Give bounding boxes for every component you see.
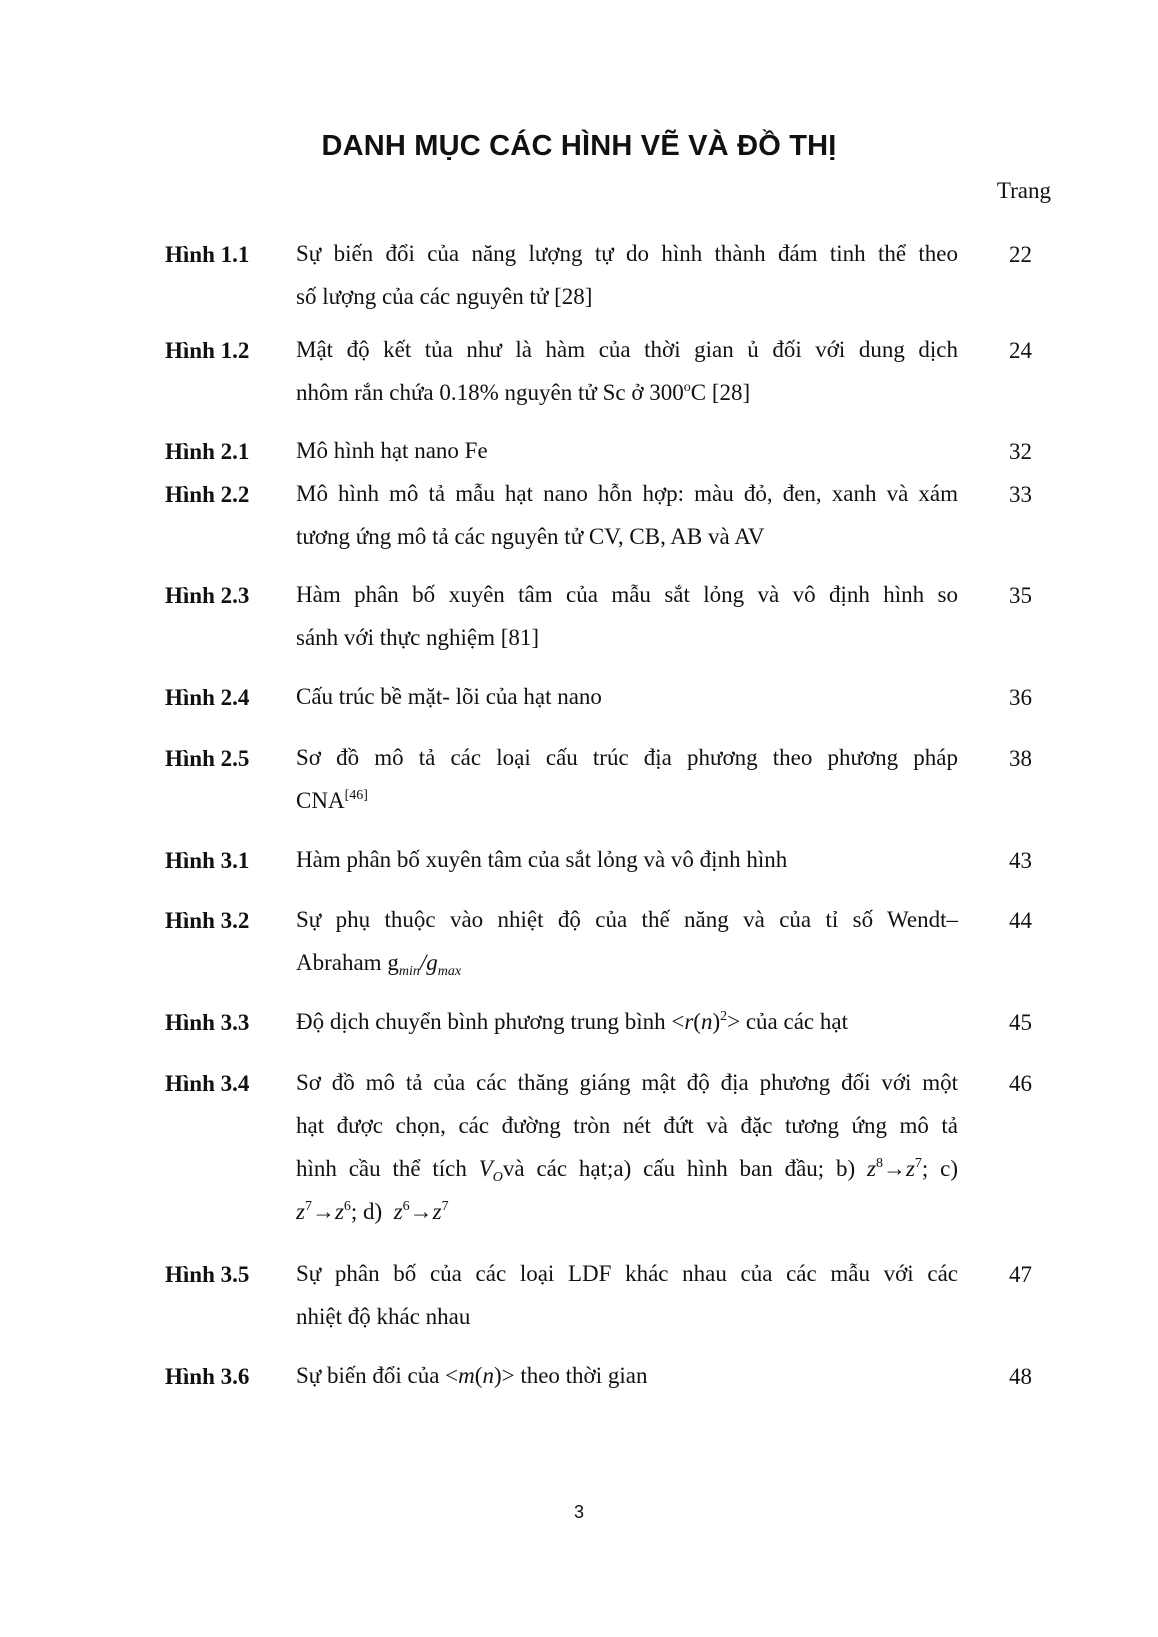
figure-caption: Sự phân bố của các loại LDF khác nhau của các mẫu với các nhiệt độ khác nhau [296,1261,958,1329]
figure-label: Hình 2.3 [165,583,250,608]
figure-label: Hình 2.1 [165,439,250,464]
figure-caption: Sơ đồ mô tả các loại cấu trúc địa phương theo phương pháp CNA[46] [296,745,958,813]
figure-page: 22 [1009,242,1032,267]
figure-label: Hình 3.1 [165,848,250,873]
figure-page: 33 [1009,482,1032,507]
figure-caption: Sự biến đổi của <m(n)> theo thời gian [296,1363,648,1388]
figure-caption: Sự biến đổi của năng lượng tự do hình thành đám tinh thể theo số lượng của các nguyên tử [28] [296,241,958,309]
figure-page: 32 [1009,439,1032,464]
figure-label: Hình 3.5 [165,1262,250,1287]
figure-label: Hình 2.5 [165,746,250,771]
figure-caption: Mô hình hạt nano Fe [296,438,488,463]
figure-caption: Mật độ kết tủa như là hàm của thời gian ủ đối với dung dịch nhôm rắn chứa 0.18% nguyên tử Sc ở 300$^o$C [28] [296,337,958,405]
figure-caption: Cấu trúc bề mặt- lõi của hạt nano [296,684,602,709]
figure-label: Hình 3.6 [165,1364,250,1389]
figure-label: Hình 1.2 [165,338,250,363]
figure-page: 47 [1009,1262,1032,1287]
figure-label: Hình 3.4 [165,1071,250,1096]
figure-caption: Hàm phân bố xuyên tâm của sắt lỏng và vô định hình [296,847,788,872]
figure-caption: Độ dịch chuyển bình phương trung bình $<r(n)^2>$ của các hạt [296,1009,848,1034]
figure-page: 43 [1009,848,1032,873]
figure-page: 24 [1009,338,1032,363]
figure-caption: Mô hình mô tả mẫu hạt nano hỗn hợp: màu đỏ, đen, xanh và xám tương ứng mô tả các nguyên tử CV, CB, AB và AV [296,481,958,549]
figure-page: 44 [1009,908,1032,933]
page-number: 3 [573,1502,584,1522]
figure-page: 46 [1009,1071,1032,1096]
figure-label: Hình 1.1 [165,242,250,267]
figure-label: Hình 2.4 [165,685,250,710]
figure-page: 35 [1009,583,1032,608]
figure-caption: Hàm phân bố xuyên tâm của mẫu sắt lỏng và vô định hình so sánh với thực nghiệm [81] [296,582,958,650]
figure-page: 45 [1009,1010,1032,1035]
figure-page: 36 [1009,685,1032,710]
figure-label: Hình 2.2 [165,482,250,507]
page-column-header: Trang [996,178,1051,203]
figure-caption: Sự phụ thuộc vào nhiệt độ của thế năng và của tỉ số Wendt– Abraham $g_{min}/g_{max}$ [296,907,958,979]
figure-page: 48 [1009,1364,1032,1389]
figure-caption: Sơ đồ mô tả của các thăng giáng mật độ địa phương đối với một hạt được chọn, các đường tròn nét đứt và đặc tương ứng mô tả hình cầu thể tích $V_Ovà$ các hạt;a) cấu hình ban đầu; b) $z^8\to z^7$; c) $z^7\to z^6$; d) $z^6\to z^7$ [296,1070,958,1224]
figure-label: Hình 3.3 [165,1010,250,1035]
page-title: DANH MỤC CÁC HÌNH VẼ VÀ ĐỒ THỊ [321,130,837,162]
figure-label: Hình 3.2 [165,908,250,933]
figure-page: 38 [1009,746,1032,771]
